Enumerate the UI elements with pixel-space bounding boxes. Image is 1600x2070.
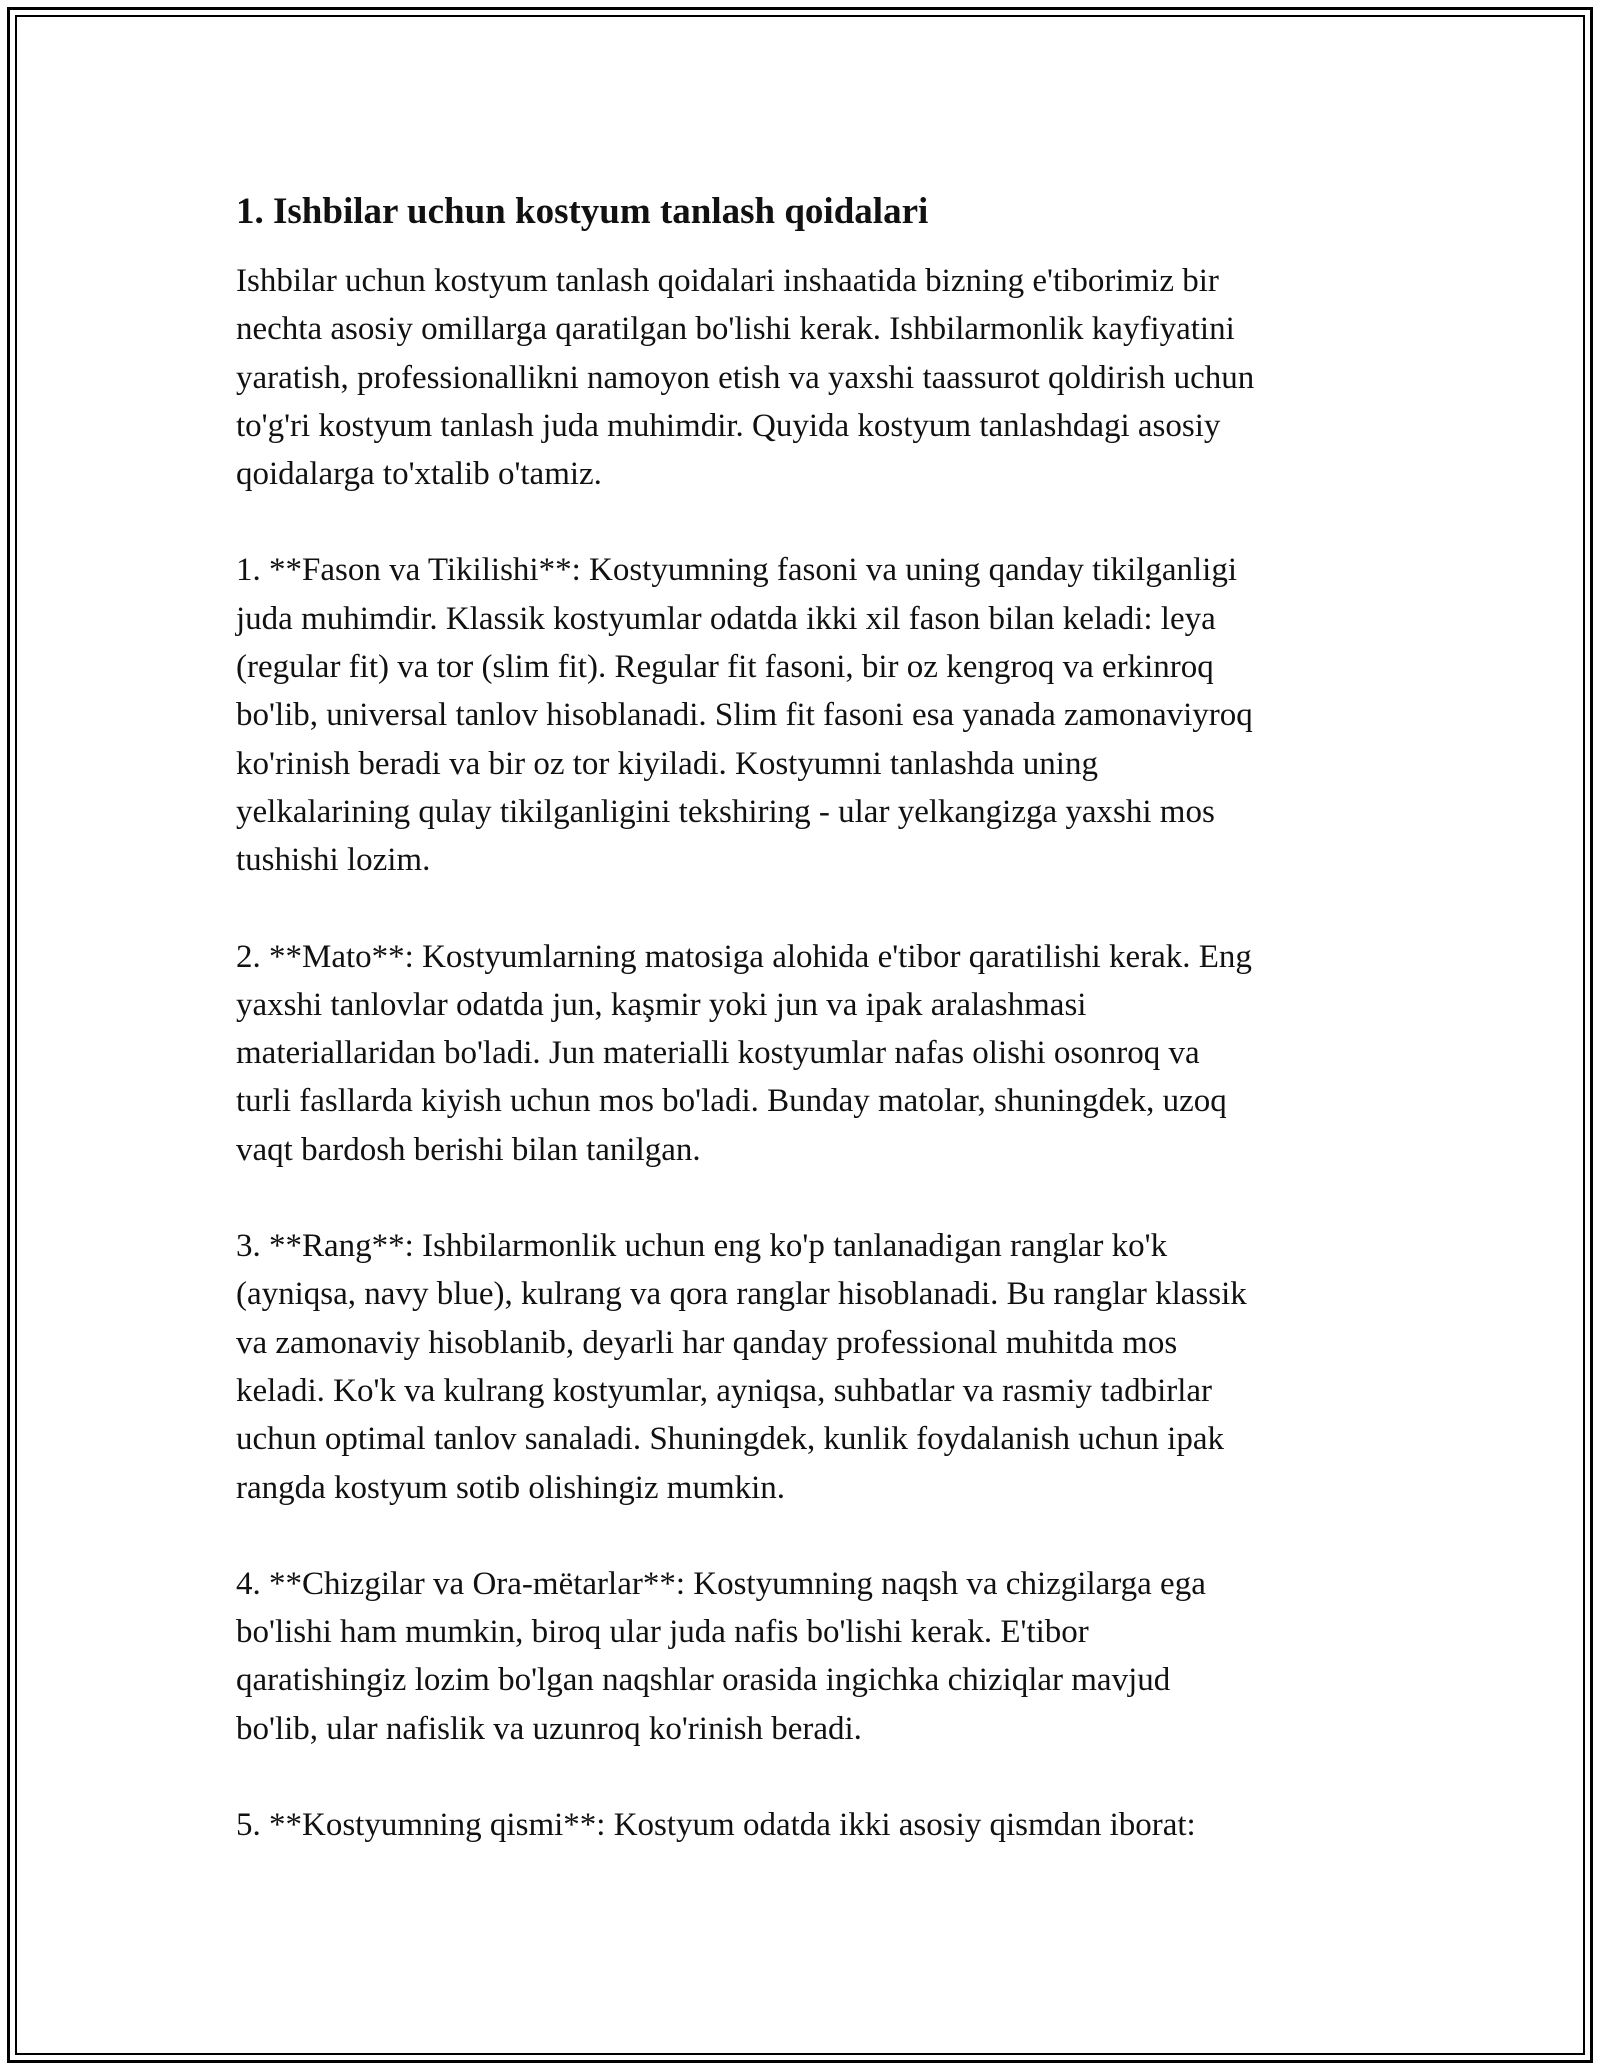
document-heading: 1. Ishbilar uchun kostyum tanlash qoidalari <box>236 191 929 232</box>
intro-paragraph: Ishbilar uchun kostyum tanlash qoidalari inshaatida bizning e'tiborimiz bir nechta asosiy omillarga qaratilgan bo'lishi kerak. Ishbilarmonlik kayfiyatini yaratish, professionallikni namoyon etish va yaxshi taassurot qoldirish uchun to'g'ri kostyum tanlash juda muhimdir. Quyida kostyum tanlashdagi asosiy qoidalarga to'xtalib o'tamiz. <box>236 263 1255 493</box>
paragraph-qismi: 5. **Kostyumning qismi**: Kostyum odatda ikki asosiy qismdan iborat: <box>236 1807 1196 1844</box>
paragraph-chizgilar: 4. **Chizgilar va Ora-mëtarlar**: Kostyumning naqsh va chizgilarga ega bo'lishi ham mumkin, biroq ular juda nafis bo'lishi kerak. E'tibor qaratishingiz lozim bo'lgan naqshlar orasida ingichka chiziqlar mavjud bo'lib, ular nafislik va uzunroq ko'rinish beradi. <box>236 1565 1206 1747</box>
paragraph-mato: 2. **Mato**: Kostyumlarning matosiga alohida e'tibor qaratilishi kerak. Eng yaxshi tanlovlar odatda jun, kaşmir yoki jun va ipak aralashmasi materiallaridan bo'ladi. Jun materialli kostyumlar nafas olishi osonroq va turli fasllarda kiyish uchun mos bo'ladi. Bunday matolar, shuningdek, uzoq vaqt bardosh berishi bilan tanilgan. <box>236 938 1252 1168</box>
paragraph-fason: 1. **Fason va Tikilishi**: Kostyumning fasoni va uning qanday tikilganligi juda muhimdir. Klassik kostyumlar odatda ikki xil fason bilan keladi: leya (regular fit) va tor (slim fit). Regular fit fasoni, bir oz kengroq va erkinroq bo'lib, universal tanlov hisoblanadi. Slim fit fasoni esa yanada zamonaviyroq ko'rinish beradi va bir oz tor kiyiladi. Kostyumni tanlashda uning yelkalarining qulay tikilganligini tekshiring - ular yelkangizga yaxshi mos tushishi lozim. <box>236 552 1253 879</box>
document-body <box>236 186 1376 1897</box>
paragraph-rang: 3. **Rang**: Ishbilarmonlik uchun eng ko'p tanlanadigan ranglar ko'k (ayniqsa, navy blue), kulrang va qora ranglar hisoblanadi. Bu ranglar klassik va zamonaviy hisoblanib, deyarli har qanday professional muhitda mos keladi. Ko'k va kulrang kostyumlar, ayniqsa, suhbatlar va rasmiy tadbirlar uchun optimal tanlov sanaladi. Shuningdek, kunlik foydalanish uchun ipak rangda kostyum sotib olishingiz mumkin. <box>236 1228 1247 1506</box>
